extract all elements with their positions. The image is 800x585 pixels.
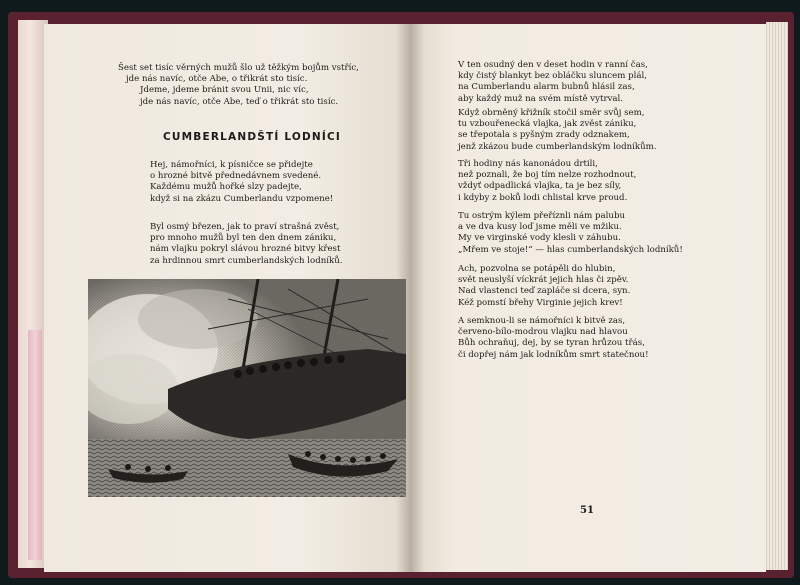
bookmark-ribbon (28, 330, 42, 560)
stanza (458, 264, 630, 309)
poem-line: pro mnoho mužů byl ten den dnem zániku, (150, 233, 337, 244)
poem-line: svět neuslyší víckrát jejich hlas či zpěv. (458, 275, 629, 286)
poem-line: jenž zkázou bude cumberlandským lodníkům. (458, 141, 657, 152)
poem-line: Hej, námořníci, k písničce se přidejte (150, 160, 313, 170)
poem-line: za hrdinnou smrt cumberlandských lodníků. (150, 255, 343, 266)
poem-line: když si na zkázu Cumberlandu vzpomene! (150, 193, 334, 204)
page-number: 51 (580, 505, 594, 516)
poem-line: se třepotala s pyšným zrady odznakem, (458, 130, 630, 141)
poem-line: či dopřej nám jak lodníkům smrt statečnou! (458, 349, 649, 360)
ship-battle-engraving (88, 279, 406, 497)
poem-line: Tři hodiny nás kanonádou drtili, (458, 159, 598, 169)
poem-line: než poznali, že boj tím nelze rozhodnout, (458, 170, 637, 181)
poem-line: A semknou-li se námořníci k bitvě zas, (458, 316, 626, 326)
stanza (458, 316, 649, 361)
poem-line: aby každý muž na svém místě vytrval. (458, 93, 624, 104)
poem-line: i kdyby z boků lodi chlistal krve proud. (458, 192, 628, 203)
opening-stanza (118, 63, 359, 108)
poem-line: jde nás navíc, otče Abe, o třikrát sto tisíc. (126, 74, 308, 85)
poem-line: Nad vlastenci teď zapláče si dcera, syn. (458, 286, 631, 297)
stanza (458, 60, 648, 105)
stanza (150, 222, 342, 267)
poem-line: Každému mužů hořké slzy padejte, (150, 182, 302, 193)
poem-line: „Mřem ve stoje!“ — hlas cumberlandských lodníků! (458, 244, 683, 255)
poem-line: Šest set tisíc věrných mužů šlo už těžkým bojům vstříc, (118, 63, 359, 73)
poem-line: Ach, pozvolna se potápěli do hlubin, (458, 264, 616, 274)
poem-line: červeno-bílo-modrou vlajku nad hlavou (458, 327, 628, 338)
poem-line: tu vzbouřenecká vlajka, jak zvěst zániku, (458, 119, 637, 130)
poem-line: V ten osudný den v deset hodin v ranní čas, (458, 60, 648, 70)
poem-line: jde nás navíc, otče Abe, teď o třikrát sto tisíc. (140, 96, 339, 107)
engraving-drawing (88, 279, 406, 497)
poem-line: a ve dva kusy loď jsme měli ve mžiku. (458, 222, 622, 233)
stanza (150, 160, 333, 205)
poem-line: My ve virginské vody klesli v záhubu. (458, 233, 621, 244)
poem-line: Byl osmý březen, jak to praví strašná zvěst, (150, 222, 340, 232)
stanza (458, 211, 683, 256)
stanza (458, 159, 636, 204)
poem-line: Když obrněný křižník stočil směr svůj sem, (458, 108, 645, 118)
poem-line: nám vlajku pokryl slávou hrozné bitvy křest (150, 244, 341, 255)
poem-title: CUMBERLANDŠTÍ LODNÍCI (163, 131, 342, 143)
poem-line: Tu ostrým kýlem přeříznli nám palubu (458, 211, 625, 221)
poem-line: vždyť odpadlická vlajka, ta je bez síly, (458, 181, 622, 192)
poem-line: o hrozné bitvě přednedávnem svedené. (150, 171, 322, 182)
stanza (458, 108, 657, 153)
poem-line: Bůh ochraňuj, dej, by se tyran hrůzou třás, (458, 338, 645, 349)
poem-line: na Cumberlandu alarm bubnů hlásil zas, (458, 82, 635, 93)
poem-line: Kéž pomstí břehy Virginie jejich krev! (458, 297, 623, 308)
page-edges-right (766, 22, 788, 570)
poem-line: kdy čistý blankyt bez obláčku sluncem plál, (458, 71, 648, 82)
poem-line: Jdeme, jdeme bránit svou Unii, nic víc, (140, 85, 309, 96)
